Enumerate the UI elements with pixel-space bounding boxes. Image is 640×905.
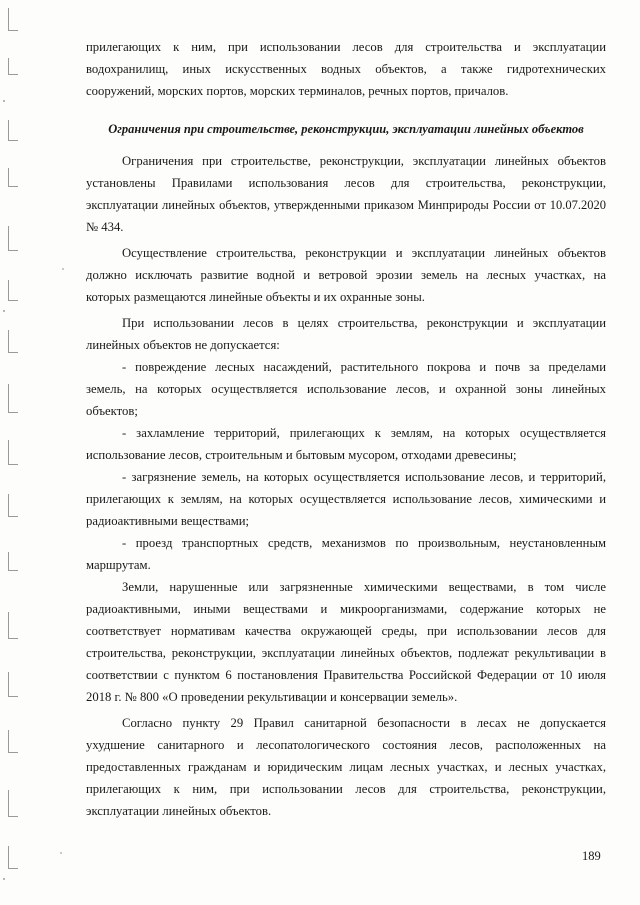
text-line: При использовании лесов в целях строительства, реконструкции и эксплуатации [122,316,606,330]
paragraph [86,150,606,238]
text-line: Согласно пункту 29 Правил санитарной безопасности в лесах не допускается [122,716,606,730]
scan-speck [62,268,64,270]
text-line: Ограничения при строительстве, реконструкции, эксплуатации линейных объектов [122,154,606,168]
binding-marks [0,0,30,905]
paragraph [86,312,606,356]
text-line: использование лесов, строительным и бытовым мусором, отходами древесины; [86,448,517,462]
text-line: Земли, нарушенные или загрязненные химическими веществами, в том числе [122,580,606,594]
binding-mark [8,120,18,141]
binding-mark [8,58,18,75]
binding-mark [8,612,18,639]
paragraph [86,242,606,308]
binding-mark [8,226,18,251]
text-line: ухудшение санитарного и лесопатологического состояния лесов, расположенных на [86,738,606,752]
text-line: радиоактивными веществами; [86,514,250,528]
binding-mark [8,8,18,31]
binding-mark [8,280,18,301]
binding-mark [8,552,18,571]
text-line: которых размещаются линейные объекты и их охранные зоны. [86,290,425,304]
binding-mark [8,440,18,465]
text-line: 2018 г. № 800 «О проведении рекультивации и консервации земель». [86,690,458,704]
intro-paragraph [86,36,606,102]
text-line: маршрутам. [86,558,151,572]
list-item [86,422,606,466]
binding-mark [8,672,18,697]
binding-mark [8,730,18,753]
section-heading: Ограничения при строительстве, реконструкции, эксплуатации линейных объектов [108,122,584,136]
text-line: сооружений, морских портов, морских терминалов, речных портов, причалов. [86,84,509,98]
text-line: предоставленных гражданам и юридическим лицам лесных участках, и лесных участках, [86,760,606,774]
binding-mark [8,384,18,413]
scan-speck [3,878,5,880]
text-line: эксплуатации линейных объектов, утвержденными приказом Минприроды России от 10.07.2020 [86,198,606,212]
text-line: прилегающих к землям, на которых осуществляется использование лесов, химическими и [86,492,606,506]
text-line: прилегающих к ним, при использовании лесов для строительства и эксплуатации [86,40,606,54]
text-line: радиоактивными, иными веществами и микроорганизмами, содержание которых не [86,602,606,616]
text-line: - захламление территорий, прилегающих к землям, на которых осуществляется [122,426,606,440]
text-line: линейных объектов не допускается: [86,338,280,352]
paragraph [86,712,606,822]
list-item [86,532,606,576]
text-line: Осуществление строительства, реконструкции и эксплуатации линейных объектов [122,246,606,260]
binding-mark [8,168,18,187]
text-line: соответствии с пунктом 6 постановления Правительства Российской Федерации от 10 июля [86,668,606,682]
scan-speck [3,100,5,102]
page-number: 189 [582,849,601,863]
list-item [86,356,606,422]
text-line: установлены Правилами использования лесов для строительства, реконструкции, [86,176,606,190]
text-line: прилегающих к ним, при использовании лесов для строительства, реконструкции, [86,782,606,796]
paragraph [86,576,606,708]
text-line: должно исключать развитие водной и ветровой эрозии земель на лесных участках, на [86,268,606,282]
text-line: земель, на которых осуществляется использование лесов, и охранной зоны линейных [86,382,606,396]
scan-speck [60,852,62,854]
list-item [86,466,606,532]
text-line: - повреждение лесных насаждений, растительного покрова и почв за пределами [122,360,606,374]
scan-speck [3,310,5,312]
text-line: - загрязнение земель, на которых осуществляется использование лесов, и территорий, [122,470,606,484]
text-line: водохранилищ, иных искусственных водных объектов, а также гидротехнических [86,62,606,76]
binding-mark [8,846,18,869]
binding-mark [8,494,18,517]
text-line: соответствует нормативам качества окружающей среды, при использовании лесов для [86,624,606,638]
document-page [86,36,606,822]
binding-mark [8,790,18,817]
text-line: объектов; [86,404,138,418]
text-line: эксплуатации линейных объектов. [86,804,272,818]
text-line: строительства, реконструкции, эксплуатации линейных объектов, подлежат рекультивации в [86,646,606,660]
text-line: № 434. [86,220,124,234]
text-line: - проезд транспортных средств, механизмов по произвольным, неустановленным [122,536,606,550]
binding-mark [8,330,18,353]
